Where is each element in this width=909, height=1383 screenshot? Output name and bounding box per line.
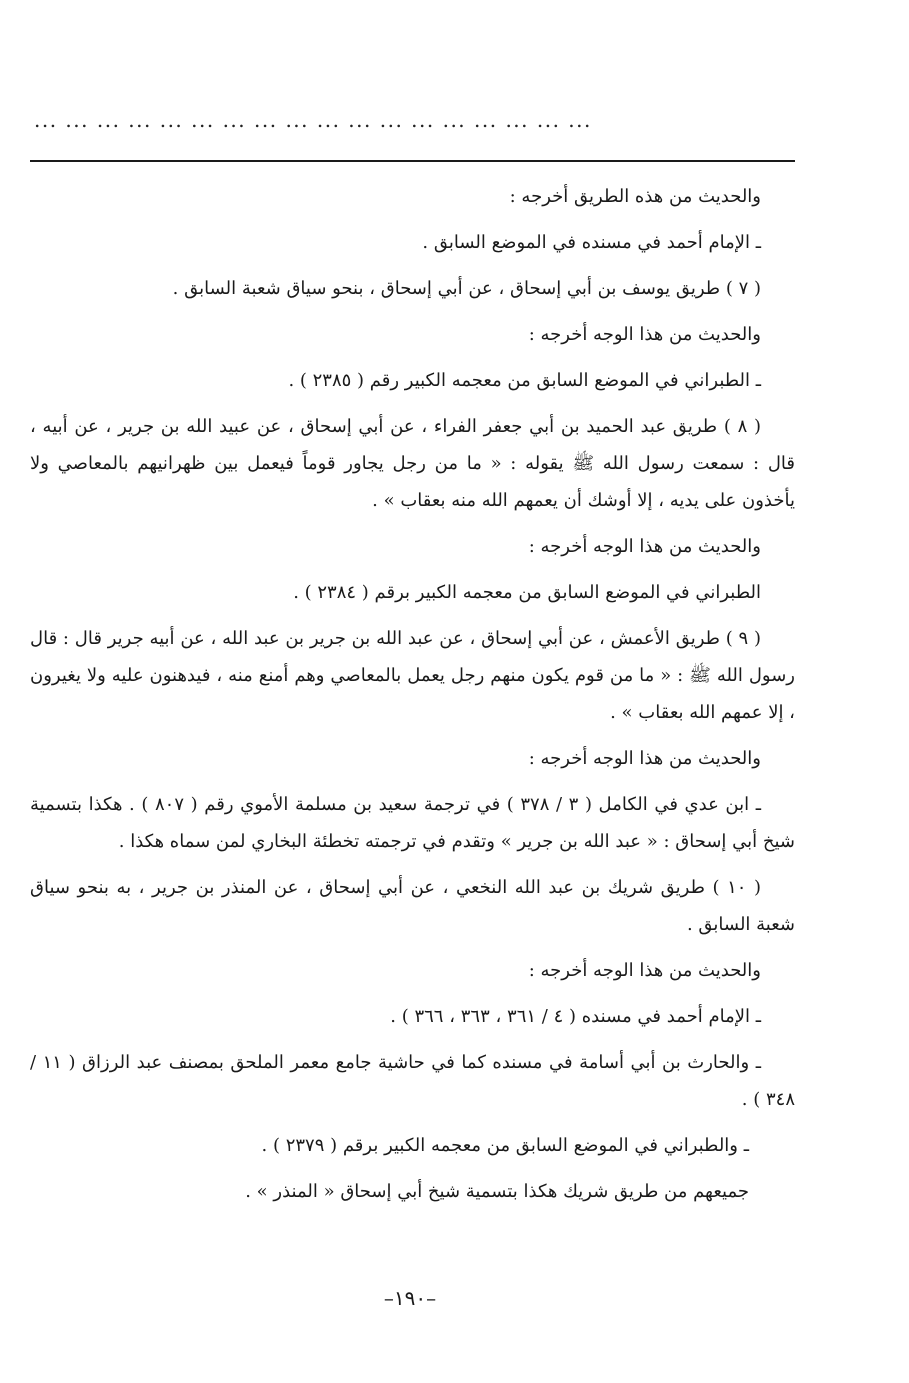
paragraph: ( ٩ ) طريق الأعمش ، عن أبي إسحاق ، عن عبد الله بن جرير بن عبد الله ، عن أبيه جرير قال : قال رسول الله ﷺ : « ما من قوم يكون منهم رجل يعمل بالمعاصي وهم أمنع منه ، فيدهنون عليه ولا يغيرون ، إلا عمهم الله بعقاب » .	[30, 628, 795, 723]
paragraph: ـ ابن عدي في الكامل ( ٣ / ٣٧٨ ) في ترجمة سعيد بن مسلمة الأموي رقم ( ٨٠٧ ) . هكذا بتسمية شيخ أبي إسحاق : « عبد الله بن جرير » وتقدم في ترجمته تخطئة البخاري لمن سماه هكذا .	[30, 794, 795, 852]
paragraph: ـ والطبراني في الموضع السابق من معجمه الكبير برقم ( ٢٣٧٩ ) .	[261, 1135, 749, 1156]
page-number: –١٩٠–	[383, 1286, 437, 1310]
paragraph: ـ الإمام أحمد في مسنده في الموضع السابق .	[422, 232, 761, 253]
paragraph: ـ الطبراني في الموضع السابق من معجمه الكبير رقم ( ٢٣٨٥ ) .	[288, 370, 761, 391]
paragraph: والحديث من هذه الطريق أخرجه :	[509, 186, 761, 207]
paragraph: جميعهم من طريق شريك هكذا بتسمية شيخ أبي إسحاق « المنذر » .	[245, 1181, 749, 1202]
paragraph: والحديث من هذا الوجه أخرجه :	[528, 536, 761, 557]
paragraph: ( ٨ ) طريق عبد الحميد بن أبي جعفر الفراء ، عن أبي إسحاق ، عن عبيد الله بن جرير ، عن أبيه ، قال : سمعت رسول الله ﷺ يقوله : « ما من رجل يجاور قوماً فيعمل بين ظهرانيهم بالمعاصي ولا يأخذون على يديه ، إلا أوشك أن يعمهم الله منه بعقاب » .	[30, 416, 795, 511]
paragraph: ( ١٠ ) طريق شريك بن عبد الله النخعي ، عن أبي إسحاق ، عن المنذر بن جرير ، به بنحو سياق شعبة السابق .	[30, 877, 795, 935]
page-body	[30, 178, 795, 1219]
paragraph: والحديث من هذا الوجه أخرجه :	[528, 324, 761, 345]
header-dots: ... ... ... ... ... ... ... ... ... ... ... ... ... ... ... ... ... ...	[34, 108, 592, 132]
header-rule	[30, 160, 795, 162]
paragraph: ـ الإمام أحمد في مسنده ( ٤ / ٣٦١ ، ٣٦٣ ، ٣٦٦ ) .	[390, 1006, 761, 1027]
paragraph: الطبراني في الموضع السابق من معجمه الكبير برقم ( ٢٣٨٤ ) .	[293, 582, 761, 603]
paragraph: والحديث من هذا الوجه أخرجه :	[528, 960, 761, 981]
paragraph: ( ٧ ) طريق يوسف بن أبي إسحاق ، عن أبي إسحاق ، بنحو سياق شعبة السابق .	[172, 278, 761, 299]
paragraph: والحديث من هذا الوجه أخرجه :	[528, 748, 761, 769]
paragraph: ـ والحارث بن أبي أسامة في مسنده كما في حاشية جامع معمر الملحق بمصنف عبد الرزاق ( ١١ / ٣٤٨ ) .	[30, 1052, 795, 1110]
